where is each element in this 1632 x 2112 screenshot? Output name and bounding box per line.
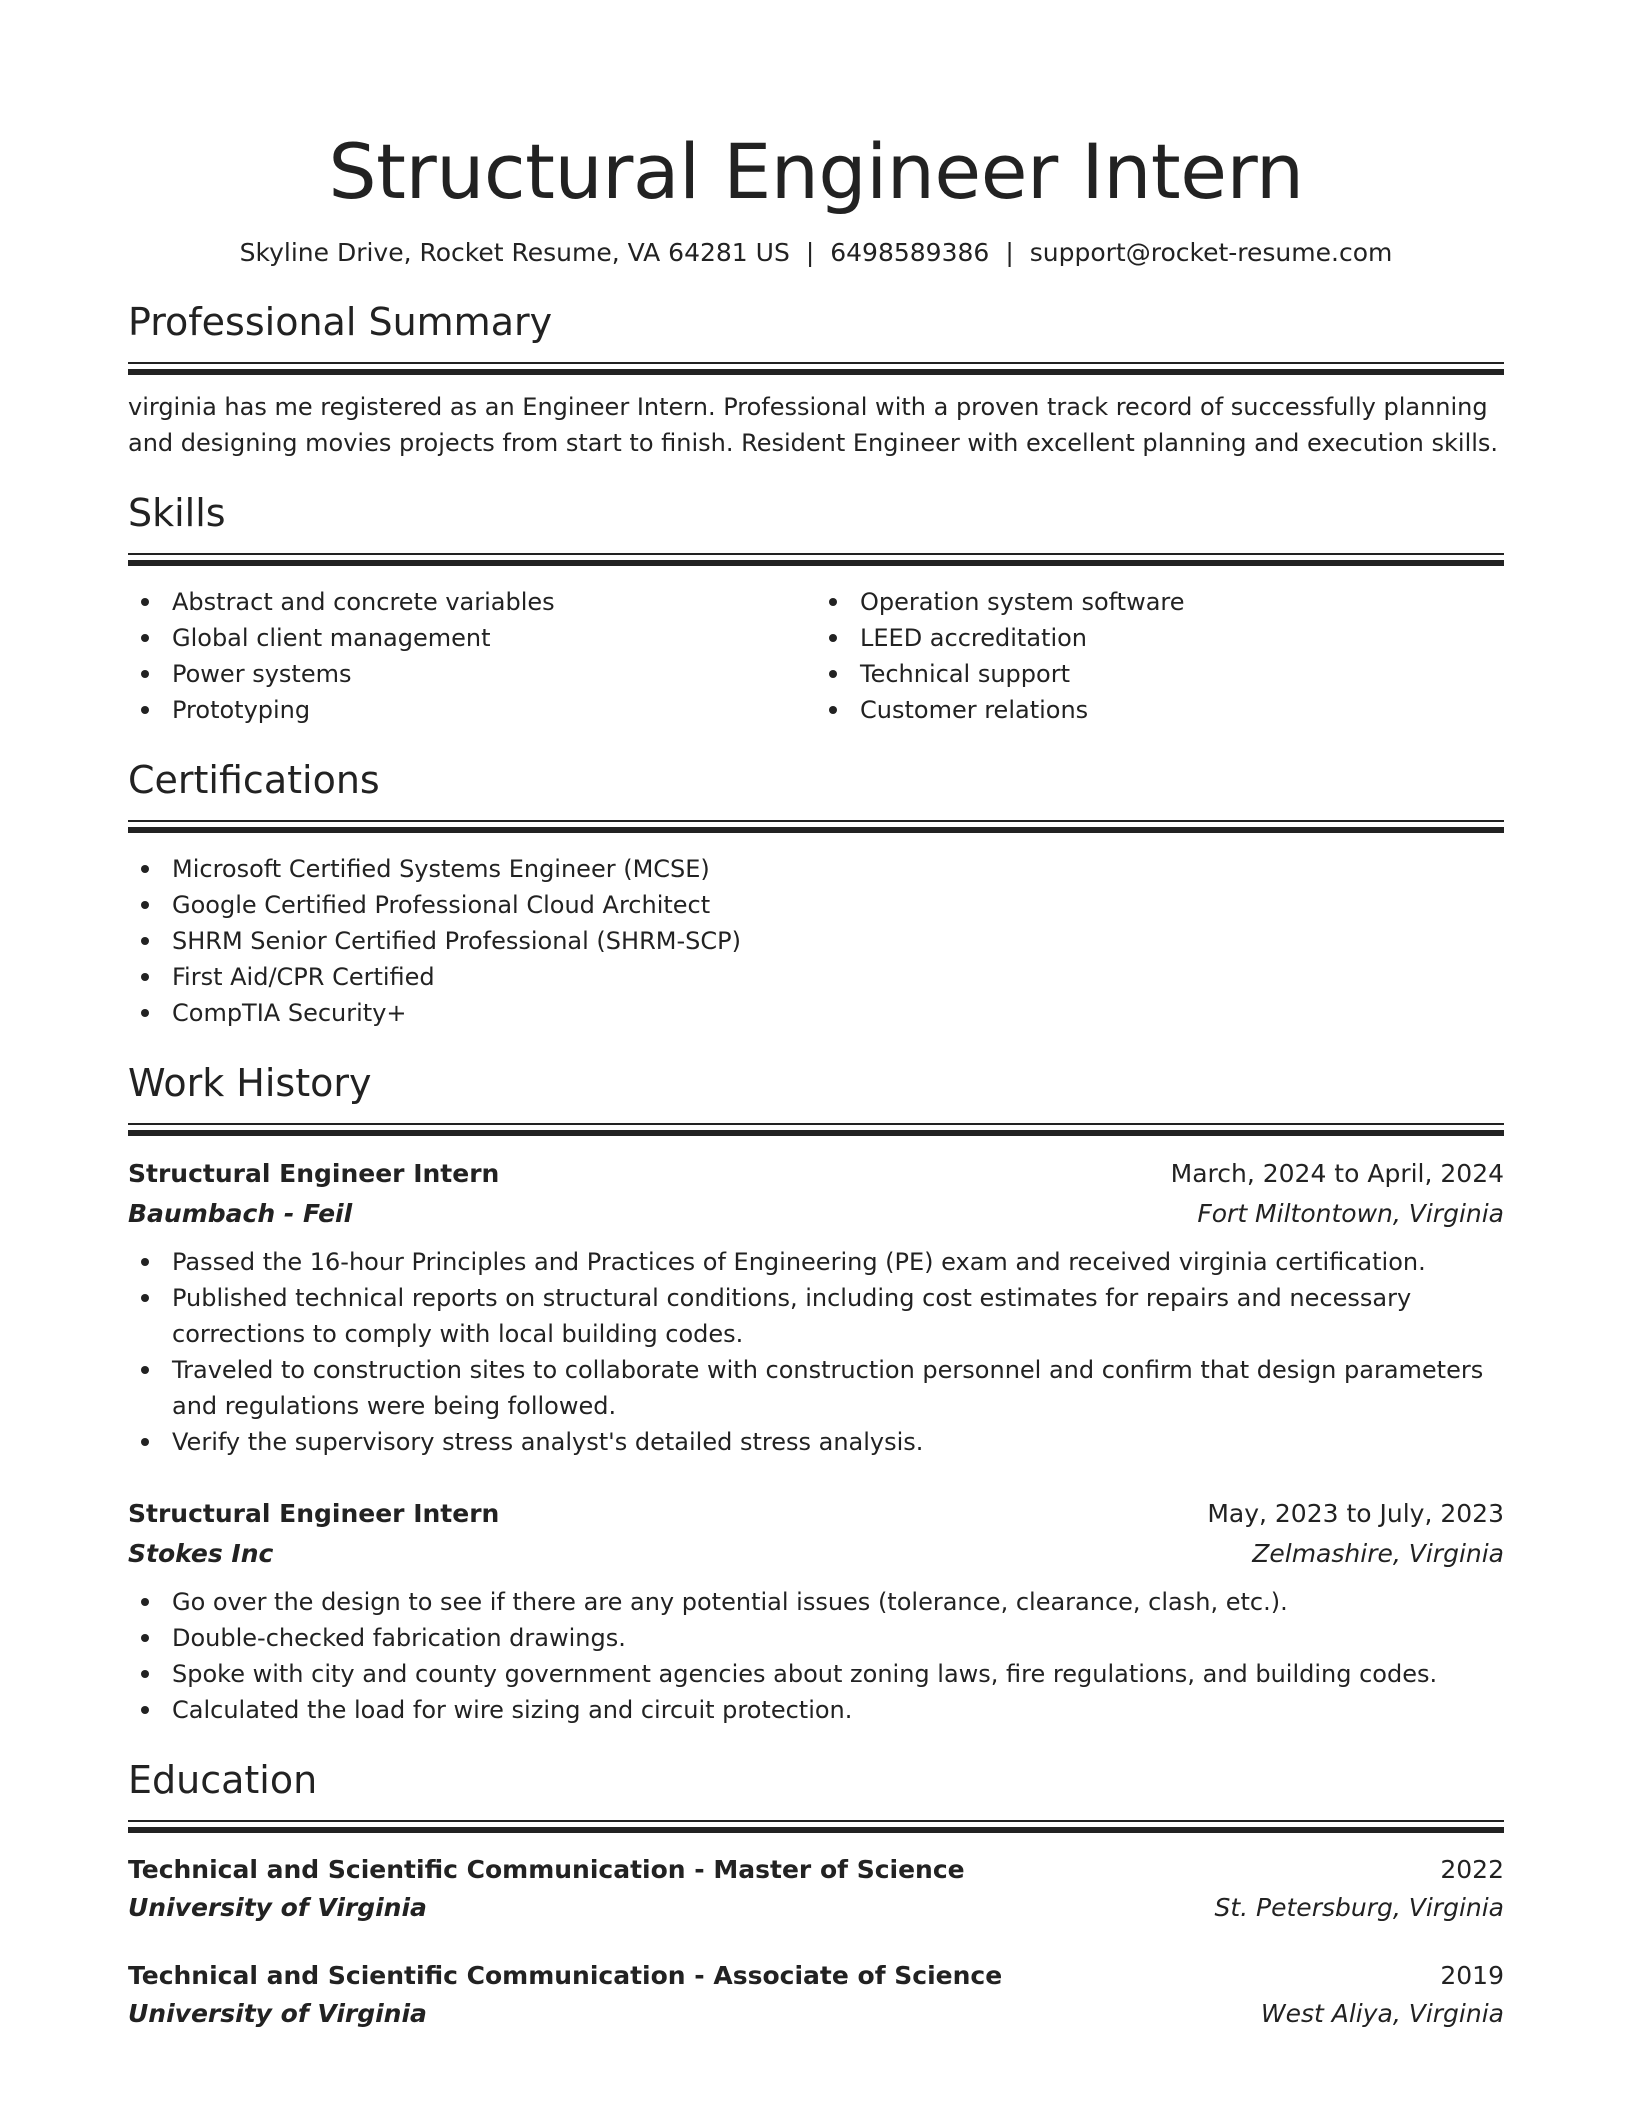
job-duty: Calculated the load for wire sizing and circuit protection. bbox=[128, 1692, 1504, 1728]
contact-line bbox=[128, 236, 1504, 270]
skills-section bbox=[128, 489, 1504, 728]
skills-columns bbox=[128, 584, 1504, 728]
contact-separator: | bbox=[805, 238, 815, 267]
skill-item: Customer relations bbox=[816, 692, 1504, 728]
summary-text: virginia has me registered as an Engineer Intern. Professional with a proven track record of successfully planning and designing movies projects from start to finish. Resident Engineer with excellent planning and execution skills. bbox=[128, 393, 1499, 457]
work-history-section bbox=[128, 1059, 1504, 1728]
education-header-row bbox=[128, 1957, 1504, 1995]
certifications-list bbox=[128, 851, 1504, 1031]
education-degree: Technical and Scientific Communication - Master of Science bbox=[128, 1855, 965, 1884]
contact-separator: | bbox=[1005, 238, 1014, 267]
skill-item: Global client management bbox=[128, 620, 816, 656]
job-dates: May, 2023 to July, 2023 bbox=[1207, 1499, 1504, 1528]
section-title-education: Education bbox=[128, 1758, 318, 1802]
resume-name: Structural Engineer Intern bbox=[328, 127, 1304, 216]
education-year: 2022 bbox=[1440, 1855, 1504, 1884]
education-section bbox=[128, 1756, 1504, 2033]
summary-section bbox=[128, 298, 1504, 461]
job-header-row bbox=[128, 1154, 1504, 1194]
job-company: Stokes Inc bbox=[128, 1539, 274, 1568]
job-company-row bbox=[128, 1534, 1504, 1574]
job-duty: Spoke with city and county government agencies about zoning laws, fire regulations, and building codes. bbox=[128, 1656, 1504, 1692]
skill-item: LEED accreditation bbox=[816, 620, 1504, 656]
section-divider bbox=[128, 1130, 1504, 1136]
education-header-row bbox=[128, 1851, 1504, 1889]
section-title-skills: Skills bbox=[128, 491, 226, 535]
certifications-section bbox=[128, 756, 1504, 1031]
section-divider bbox=[128, 553, 1504, 555]
job-header-row bbox=[128, 1494, 1504, 1534]
section-divider bbox=[128, 1827, 1504, 1833]
section-title-certifications: Certifications bbox=[128, 758, 380, 802]
certification-item: CompTIA Security+ bbox=[128, 995, 1504, 1031]
skill-item: Prototyping bbox=[128, 692, 816, 728]
job-title: Structural Engineer Intern bbox=[128, 1159, 500, 1188]
certification-item: Google Certified Professional Cloud Architect bbox=[128, 887, 1504, 923]
contact-phone: 6498589386 bbox=[830, 238, 990, 267]
education-location: St. Petersburg, Virginia bbox=[1214, 1893, 1504, 1922]
skills-list-right bbox=[816, 584, 1504, 728]
skill-item: Abstract and concrete variables bbox=[128, 584, 816, 620]
skills-list-left bbox=[128, 584, 816, 728]
education-school-row bbox=[128, 1995, 1504, 2033]
education-degree: Technical and Scientific Communication - Associate of Science bbox=[128, 1961, 1003, 1990]
job-entry bbox=[128, 1154, 1504, 1460]
education-location: West Aliya, Virginia bbox=[1260, 1999, 1504, 2028]
job-company: Baumbach - Feil bbox=[128, 1199, 353, 1228]
section-divider bbox=[128, 369, 1504, 375]
job-duty: Verify the supervisory stress analyst's detailed stress analysis. bbox=[128, 1424, 1504, 1460]
certification-item: First Aid/CPR Certified bbox=[128, 959, 1504, 995]
skill-item: Technical support bbox=[816, 656, 1504, 692]
certification-item: Microsoft Certified Systems Engineer (MCSE) bbox=[128, 851, 1504, 887]
job-dates: March, 2024 to April, 2024 bbox=[1170, 1159, 1504, 1188]
contact-email: support@rocket-resume.com bbox=[1029, 238, 1393, 267]
section-divider bbox=[128, 1820, 1504, 1822]
education-year: 2019 bbox=[1440, 1961, 1504, 1990]
job-location: Zelmashire, Virginia bbox=[1252, 1539, 1504, 1568]
job-duties-list bbox=[128, 1244, 1504, 1460]
section-divider bbox=[128, 362, 1504, 364]
certification-item: SHRM Senior Certified Professional (SHRM-SCP) bbox=[128, 923, 1504, 959]
education-entry bbox=[128, 1851, 1504, 1927]
section-title-summary: Professional Summary bbox=[128, 300, 553, 344]
section-divider bbox=[128, 1123, 1504, 1125]
education-entry bbox=[128, 1957, 1504, 2033]
job-title: Structural Engineer Intern bbox=[128, 1499, 500, 1528]
job-duty: Go over the design to see if there are any potential issues (tolerance, clearance, clash, etc.). bbox=[128, 1584, 1504, 1620]
section-divider bbox=[128, 827, 1504, 833]
skill-item: Power systems bbox=[128, 656, 816, 692]
education-school: University of Virginia bbox=[128, 1999, 427, 2028]
job-company-row bbox=[128, 1194, 1504, 1234]
education-school: University of Virginia bbox=[128, 1893, 427, 1922]
job-location: Fort Miltontown, Virginia bbox=[1197, 1199, 1504, 1228]
job-duty: Double-checked fabrication drawings. bbox=[128, 1620, 1504, 1656]
section-divider bbox=[128, 820, 1504, 822]
education-school-row bbox=[128, 1889, 1504, 1927]
section-divider bbox=[128, 560, 1504, 566]
contact-address: Skyline Drive, Rocket Resume, VA 64281 US bbox=[239, 238, 790, 267]
job-duty: Traveled to construction sites to collaborate with construction personnel and confirm that design parameters and regulations were being followed. bbox=[128, 1352, 1504, 1424]
job-duty: Passed the 16-hour Principles and Practices of Engineering (PE) exam and received virginia certification. bbox=[128, 1244, 1504, 1280]
job-entry bbox=[128, 1494, 1504, 1728]
job-duties-list bbox=[128, 1584, 1504, 1728]
skill-item: Operation system software bbox=[816, 584, 1504, 620]
job-duty: Published technical reports on structural conditions, including cost estimates for repairs and necessary corrections to comply with local building codes. bbox=[128, 1280, 1504, 1352]
section-title-work-history: Work History bbox=[128, 1061, 372, 1105]
